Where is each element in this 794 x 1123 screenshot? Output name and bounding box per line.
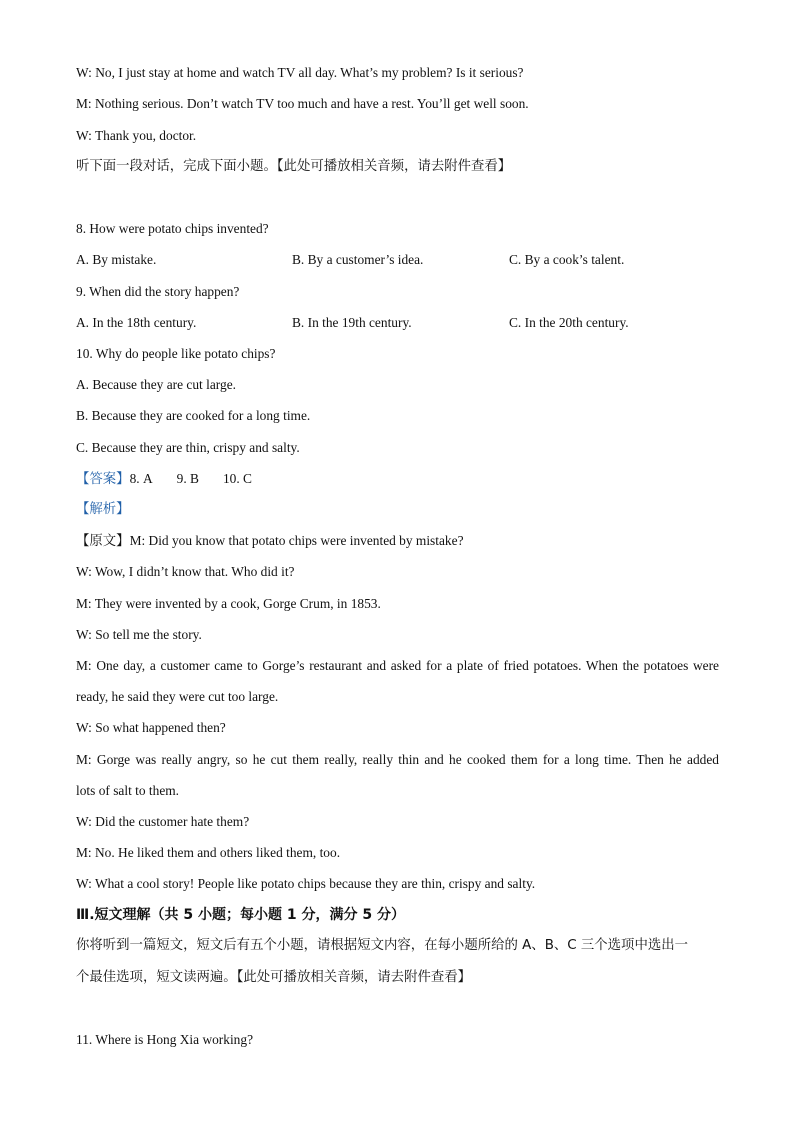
transcript-line: M: One day, a customer came to Gorge’s restaurant and asked for a plate of fried potatoes. When the potatoes were	[76, 658, 719, 673]
q9-option-c: C. In the 20th century.	[509, 315, 629, 330]
answer-10: 10. C	[222, 471, 252, 486]
answer-9: 9. B	[176, 471, 199, 486]
q10-option-c: C. Because they are thin, crispy and salty.	[76, 440, 300, 455]
answer-tag: 【答案】	[76, 472, 130, 487]
transcript-line: ready, he said they were cut too large.	[76, 689, 279, 704]
transcript-line: lots of salt to them.	[76, 783, 180, 798]
section-instruction: 个最佳选项，短文读两遍。【此处可播放相关音频，请去附件查看】	[76, 970, 472, 985]
dialogue-line: W: No, I just stay at home and watch TV all day. What’s my problem? Is it serious?	[76, 65, 524, 80]
transcript-line: W: So tell me the story.	[76, 627, 202, 642]
q10-option-b: B. Because they are cooked for a long time.	[76, 408, 311, 423]
section-instruction: 你将听到一篇短文，短文后有五个小题，请根据短文内容，在每小题所给的 A、B、C 三个选项中选出一	[76, 938, 689, 953]
dialogue-line: W: Thank you, doctor.	[76, 128, 197, 143]
transcript-line: M: They were invented by a cook, Gorge Crum, in 1853.	[76, 596, 381, 611]
answer-row	[76, 470, 252, 489]
transcript-first-line	[76, 532, 464, 551]
q9-option-a: A. In the 18th century.	[76, 315, 197, 330]
section-heading: Ⅲ.短文理解（共 5 小题；每小题 1 分，满分 5 分）	[76, 907, 406, 923]
transcript-line: M: No. He liked them and others liked them, too.	[76, 845, 341, 860]
dialogue-line: M: Nothing serious. Don’t watch TV too much and have a rest. You’ll get well soon.	[76, 96, 529, 111]
question-10-stem: 10. Why do people like potato chips?	[76, 346, 276, 361]
question-9-stem: 9. When did the story happen?	[76, 284, 240, 299]
transcript-line: W: So what happened then?	[76, 720, 226, 735]
section-instruction: 听下面一段对话，完成下面小题。【此处可播放相关音频，请去附件查看】	[76, 159, 512, 174]
transcript-line: W: Wow, I didn’t know that. Who did it?	[76, 564, 295, 579]
q10-option-a: A. Because they are cut large.	[76, 377, 236, 392]
question-11-stem: 11. Where is Hong Xia working?	[76, 1032, 254, 1047]
transcript-text: M: Did you know that potato chips were invented by mistake?	[129, 533, 464, 548]
transcript-line: M: Gorge was really angry, so he cut them really, really thin and he cooked them for a long time. Then he added	[76, 752, 719, 767]
transcript-line: W: Did the customer hate them?	[76, 814, 250, 829]
q8-option-b: B. By a customer’s idea.	[292, 252, 424, 267]
q8-option-c: C. By a cook’s talent.	[509, 252, 625, 267]
q8-option-a: A. By mistake.	[76, 252, 157, 267]
answer-8: 8. A	[129, 471, 153, 486]
analysis-tag: 【解析】	[76, 502, 130, 517]
q9-option-b: B. In the 19th century.	[292, 315, 412, 330]
transcript-line: W: What a cool story! People like potato chips because they are thin, crispy and salty.	[76, 876, 536, 891]
question-8-stem: 8. How were potato chips invented?	[76, 221, 269, 236]
transcript-tag: 【原文】	[76, 534, 130, 549]
